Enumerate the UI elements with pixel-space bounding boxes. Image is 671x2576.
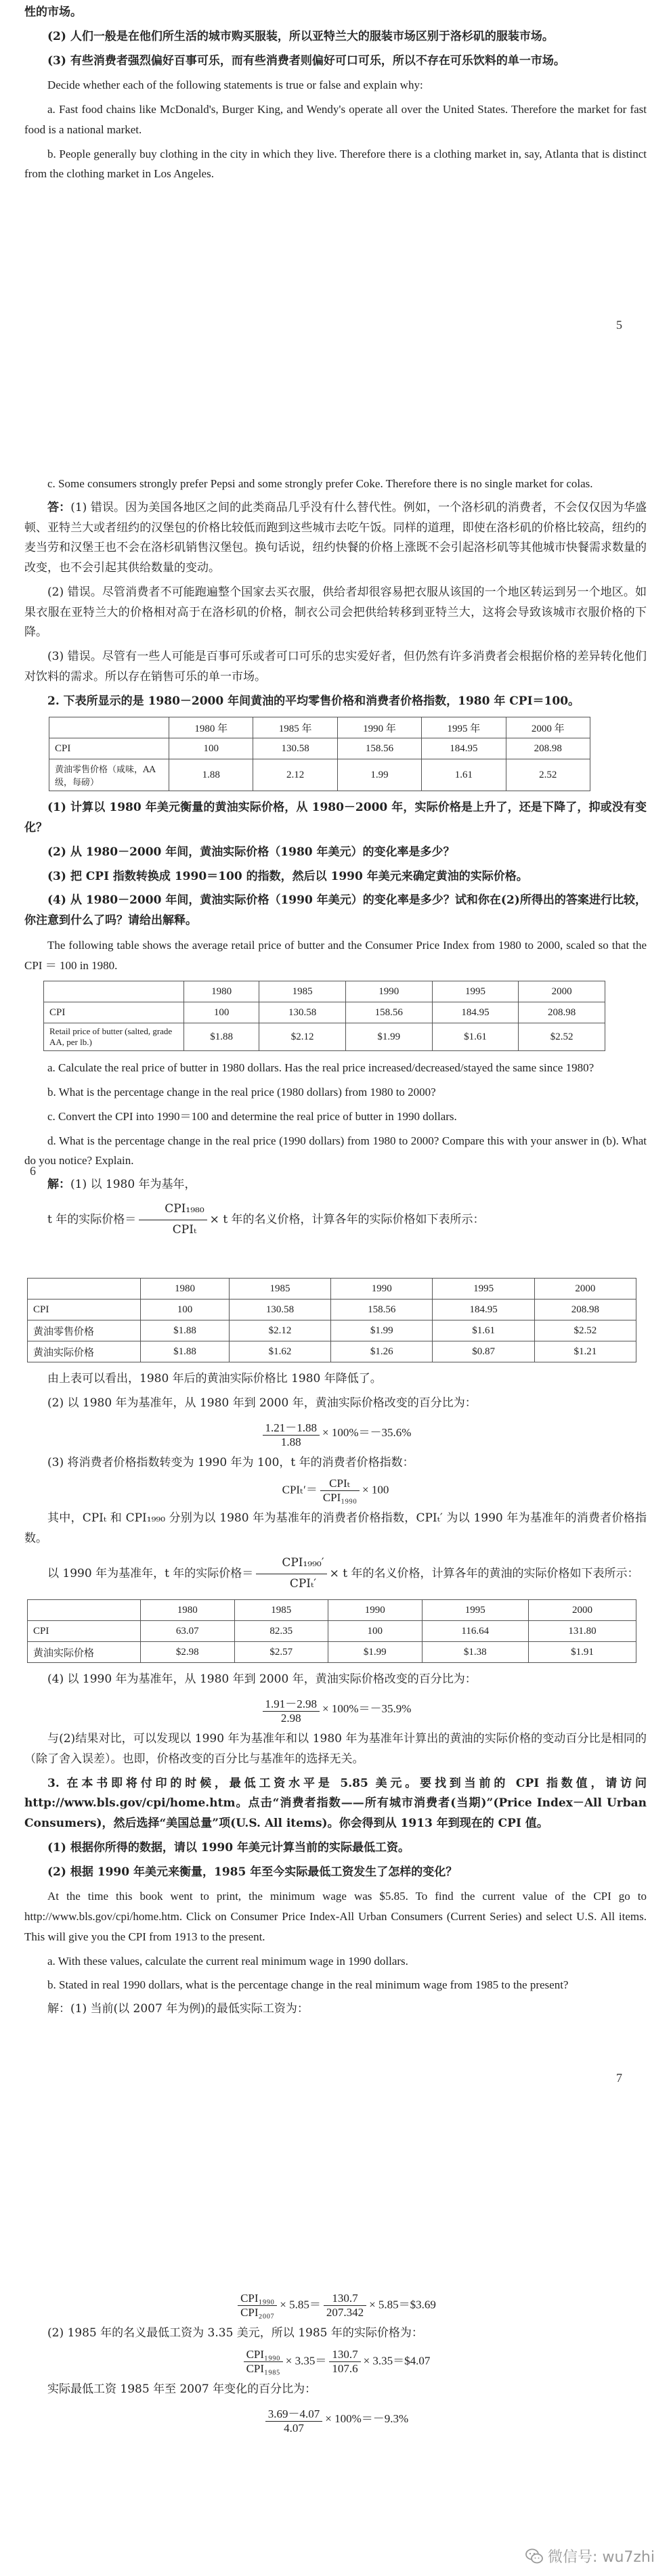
- equation-rest: × 100: [362, 1483, 389, 1496]
- answer-1: [24, 498, 647, 579]
- table-cell: 1.88: [169, 759, 253, 791]
- table-cell: CPI: [28, 1300, 141, 1320]
- fraction-numerator: CPI₁₉₈₀: [139, 1199, 207, 1220]
- formula-1-left: t 年的实际价格＝: [47, 1212, 137, 1226]
- equation-left: CPIₜ′＝: [282, 1483, 318, 1496]
- equation-rest: × 3.35＝$4.07: [363, 2354, 431, 2368]
- table-cell: $0.87: [433, 1341, 534, 1362]
- page-number: 5: [616, 318, 622, 332]
- table-row: [44, 1023, 605, 1051]
- equation-7: [0, 2404, 671, 2435]
- table-cell: 1980: [141, 1600, 235, 1621]
- table-row: [28, 1279, 636, 1300]
- question-3-part: (2) 根据 1990 年美元来衡量，1985 年至今实际最低工资发生了怎样的变化？: [47, 1865, 458, 1879]
- question-2-en-part: a. Calculate the real price of butter in 1980 dollars. Has the real price increased/decreased/stayed the same since 1980?: [47, 1061, 594, 1075]
- table-cell: $2.52: [519, 1023, 605, 1051]
- solution-4-note: 与(2)结果对比，可以发现以 1990 年为基准年和以 1980 年为基准年计算出的黄油的实际价格的变动百分比是相同的（除了舍入误差）。也即，价格改变的百分比与基准年的选择无关。: [24, 1732, 647, 1766]
- equation-4: [0, 1694, 671, 1725]
- fraction-denominator: 107.6: [332, 2361, 358, 2375]
- table-cell: 2000: [534, 1279, 636, 1300]
- table-cell: 1985 年: [253, 717, 337, 738]
- fraction-denominator: 207.342: [326, 2306, 364, 2319]
- table-cell: $1.91: [528, 1642, 636, 1663]
- table-cell: 158.56: [331, 1300, 433, 1320]
- table-cell: 1980: [141, 1279, 230, 1300]
- fraction: [265, 2404, 323, 2435]
- fraction: [256, 1553, 326, 1595]
- equation-rest: × 100%＝－9.3%: [325, 2412, 409, 2425]
- table-cell: 1980 年: [169, 717, 253, 738]
- table-cell: $1.26: [331, 1341, 433, 1362]
- solution-b: (2) 1985 年的名义最低工资为 3.35 美元，所以 1985 年的实际价格为：: [47, 2326, 423, 2340]
- fraction: [320, 1477, 360, 1505]
- solution-1: [24, 1175, 647, 1195]
- table-cell: 100: [184, 1002, 259, 1023]
- table-cell: [44, 981, 184, 1002]
- page-5-fragment: [0, 0, 671, 352]
- fraction-denominator: 2.98: [280, 1712, 301, 1725]
- solution-1-text: (1) 以 1980 年为基年，: [70, 1178, 196, 1191]
- table-cell: $1.88: [184, 1023, 259, 1051]
- answer-2: (2) 错误。尽管消费者不可能跑遍整个国家去买衣服，供给者却很容易把衣服从该国的一个地区转运到另一个地区。如果衣服在亚特兰大的价格相对高于在洛杉矶的价格，制衣公司会把供给转移到亚特兰大，这将会导致该城市衣服价格的下降。: [24, 585, 647, 640]
- fraction: [263, 1694, 320, 1725]
- fraction: [238, 2292, 277, 2319]
- question-3-en-b: b. Stated in real 1990 dollars, what is the percentage change in the real minimum wage from 1985 to the present?: [47, 1978, 569, 1992]
- formula-1-right: × t 年的名义价格，计算各年的实际价格如下表所示：: [209, 1212, 485, 1226]
- table-row: [49, 759, 590, 791]
- equation-rest: × 100%＝－35.9%: [322, 1702, 412, 1715]
- question-2-part: (3) 把 CPI 指数转换成 1990＝100 的指数，然后以 1990 年美元来确定黄油的实际价格。: [47, 869, 528, 883]
- table-cell: 1990 年: [337, 717, 421, 738]
- question-2-part: (2) 从 1980－2000 年间，黄油实际价格（1980 年美元）的变化率是多少？: [47, 845, 455, 859]
- table-cell: $1.88: [141, 1320, 230, 1341]
- equation-5: [0, 2292, 671, 2319]
- fraction: [263, 1418, 320, 1449]
- fraction: [329, 2348, 360, 2376]
- page-7-fragment: [0, 1272, 671, 2105]
- fraction-numerator: 1.91－2.98: [263, 1694, 320, 1712]
- table-cell: 130.58: [259, 1002, 346, 1023]
- fraction-denominator: CPI₂₀₀₇: [240, 2306, 275, 2319]
- table-cell: 1985: [229, 1279, 330, 1300]
- table-cell: $2.12: [229, 1320, 330, 1341]
- fraction-denominator: CPIₜ′: [289, 1576, 317, 1591]
- table-row: [28, 1300, 636, 1320]
- table-cell: 黄油零售价格（咸味，AA 级，每磅）: [49, 759, 169, 791]
- text-line: a. Fast food chains like McDonald's, Burger King, and Wendy's operate all over the United States. Therefore the market for fast food is a national market.: [24, 103, 647, 136]
- question-2-en-part: c. Convert the CPI into 1990＝100 and determine the real price of butter in 1990 dollars.: [47, 1109, 457, 1123]
- answer-label: 答：: [47, 500, 71, 514]
- fraction-denominator: 1.88: [280, 1435, 301, 1448]
- table-cell: 黄油实际价格: [28, 1642, 141, 1663]
- equation-6: [0, 2348, 671, 2376]
- note-text: 以 1990 年为基准年，t 年的实际价格＝: [47, 1566, 254, 1580]
- table-cell: 1.61: [422, 759, 506, 791]
- table-cell: 2000: [519, 981, 605, 1002]
- table-cell: 63.07: [141, 1621, 235, 1642]
- text-line: (3) 有些消费者强烈偏好百事可乐，而有些消费者则偏好可口可乐，所以不存在可乐饮料的单一市场。: [47, 53, 565, 68]
- table-cell: $1.62: [229, 1341, 330, 1362]
- fraction: [139, 1199, 207, 1241]
- table-cell: 1990: [331, 1279, 433, 1300]
- table-cell: 116.64: [422, 1621, 528, 1642]
- table-cell: 100: [328, 1621, 423, 1642]
- solution-b-2: 实际最低工资 1985 年至 2007 年变化的百分比为：: [47, 2382, 317, 2396]
- fraction-numerator: 130.7: [324, 2292, 366, 2306]
- fraction-numerator: CPI₁₉₉₀: [238, 2292, 277, 2306]
- equation-mid: × 3.35＝: [285, 2354, 327, 2368]
- page-number: 6: [30, 1164, 36, 1178]
- table-cell: 158.56: [337, 738, 421, 759]
- text-line: b. People generally buy clothing in the city in which they live. Therefore there is a clothing market in, say, Atlanta that is distinct from the clothing market in Los Angeles.: [24, 147, 647, 181]
- table-cell: $1.61: [432, 1023, 519, 1051]
- table-cell: 1985: [259, 981, 346, 1002]
- table-cell: 1995: [422, 1600, 528, 1621]
- table-2: [43, 981, 605, 1051]
- question-3-part: (1) 根据你所得的数据，请以 1990 年美元计算当前的实际最低工资。: [47, 1840, 410, 1855]
- solution-label: 解：: [47, 1178, 70, 1191]
- table-cell: 1980: [184, 981, 259, 1002]
- table-cell: $1.61: [433, 1320, 534, 1341]
- equation-3: [0, 1477, 671, 1505]
- table-row: [28, 1600, 636, 1621]
- fraction: [244, 2348, 283, 2376]
- note-1: 由上表可以看出，1980 年后的黄油实际价格比 1980 年降低了。: [47, 1372, 382, 1385]
- table-cell: 208.98: [506, 738, 590, 759]
- table-cell: $2.52: [534, 1320, 636, 1341]
- question-3-en-a: a. With these values, calculate the current real minimum wage in 1990 dollars.: [47, 1954, 408, 1968]
- table-cell: 黄油零售价格: [28, 1320, 141, 1341]
- table-row: [28, 1642, 636, 1663]
- question-2-title: 2. 下表所显示的是 1980－2000 年间黄油的平均零售价格和消费者价格指数，1980 年 CPI＝100。: [47, 694, 580, 708]
- table-cell: 158.56: [345, 1002, 432, 1023]
- table-3: [27, 1278, 636, 1362]
- table-cell: [28, 1600, 141, 1621]
- table-row: [28, 1341, 636, 1362]
- equation-rest: × 5.85＝$3.69: [369, 2298, 436, 2311]
- question-2-part: (4) 从 1980－2000 年间，黄油实际价格（1990 年美元）的变化率是多少？试和你在(2)所得出的答案进行比较，你注意到什么了吗？请给出解释。: [24, 893, 647, 927]
- table-cell: 100: [141, 1300, 230, 1320]
- equation-2: [0, 1418, 671, 1449]
- formula-1: [24, 1199, 647, 1241]
- fraction-numerator: CPI₁₉₉₀′: [256, 1553, 326, 1574]
- table-cell: 1.99: [337, 759, 421, 791]
- table-cell: $2.12: [259, 1023, 346, 1051]
- table-row: [44, 981, 605, 1002]
- table-cell: 208.98: [519, 1002, 605, 1023]
- table-cell: CPI: [49, 738, 169, 759]
- table-cell: 1985: [234, 1600, 328, 1621]
- table-cell: 2000: [528, 1600, 636, 1621]
- solution-3: (3) 将消费者价格指数转变为 1990 年为 100，t 年的消费者价格指数：: [47, 1455, 414, 1469]
- table-cell: 208.98: [534, 1300, 636, 1320]
- table-cell: $1.21: [534, 1341, 636, 1362]
- fraction-denominator: CPI₁₉₈₅: [246, 2361, 280, 2375]
- table-cell: CPI: [44, 1002, 184, 1023]
- watermark-text: 微信号: wu7zhi: [548, 2549, 655, 2566]
- question-2-en-part: d. What is the percentage change in the real price (1990 dollars) from 1980 to 2000? Compare this with your answer in (b). What do you notice? Explain.: [24, 1134, 647, 1168]
- question-3-title: 3. 在本书即将付印的时候，最低工资水平是 5.85 美元。要找到当前的 CPI 指数值，请访问 http://www.bls.gov/cpi/home.htm。点击“消费者指数——所有城市消费者(当期)”(Price Index－All Urban Consumers)，然后选择“美国总量”项(U.S. All items)。你会得到从 1913 年到现在的 CPI 值。: [24, 1776, 647, 1830]
- fraction-numerator: CPIₜ: [320, 1477, 360, 1491]
- table-cell: 1995: [432, 981, 519, 1002]
- question-2-part: (1) 计算以 1980 年美元衡量的黄油实际价格，从 1980－2000 年，实际价格是上升了，还是下降了，抑或没有变化？: [24, 801, 647, 835]
- table-cell: 2.12: [253, 759, 337, 791]
- page-8-fragment: [0, 2288, 671, 2576]
- table-cell: [49, 717, 169, 738]
- equation-mid: × 5.85＝: [280, 2298, 321, 2311]
- fraction-numerator: CPI₁₉₉₀: [244, 2348, 283, 2362]
- table-cell: Retail price of butter (salted, grade AA, per lb.): [44, 1023, 184, 1051]
- fraction-numerator: 3.69－4.07: [265, 2404, 323, 2422]
- text-line: Decide whether each of the following statements is true or false and explain why:: [47, 79, 423, 92]
- table-cell: 131.80: [528, 1621, 636, 1642]
- table-cell: $1.99: [328, 1642, 423, 1663]
- table-cell: $2.57: [234, 1642, 328, 1663]
- question-2-en-part: b. What is the percentage change in the real price (1980 dollars) from 1980 to 2000?: [47, 1086, 436, 1098]
- table-cell: 1995: [433, 1279, 534, 1300]
- table-row: [28, 1320, 636, 1341]
- table-cell: [28, 1279, 141, 1300]
- table-cell: 184.95: [422, 738, 506, 759]
- table-cell: $1.99: [345, 1023, 432, 1051]
- table-cell: 184.95: [433, 1300, 534, 1320]
- table-cell: 1995 年: [422, 717, 506, 738]
- table-cell: 2000 年: [506, 717, 590, 738]
- table-row: [49, 738, 590, 759]
- page-number: 7: [616, 2071, 622, 2085]
- question-3-solution: 解：(1) 当前(以 2007 年为例)的最低实际工资为：: [47, 2002, 309, 2016]
- answer-1-text: (1) 错误。因为美国各地区之间的此类商品几乎没有什么替代性。例如，一个洛杉矶的消费者，不会仅仅因为华盛顿、亚特兰大或者纽约的汉堡包的价格比较低而跑到这些城市去吃午饭。同样的道理，即使在洛杉矶的价格比较高，纽约的麦当劳和汉堡王也不会在洛杉矶销售汉堡包。换句话说，纽约快餐的价格上涨既不会引起洛杉矶等其他城市快餐需求数量的改变，也不会引起其供给数量的变动。: [24, 500, 647, 575]
- watermark: [525, 2546, 655, 2567]
- fraction-numerator: 1.21－1.88: [263, 1418, 320, 1436]
- question-2-en-intro: The following table shows the average retail price of butter and the Consumer Price Index from 1980 to 2000, scaled so that the CPI ＝ 100 in 1980.: [24, 938, 647, 972]
- table-cell: 1990: [328, 1600, 423, 1621]
- solution-3-note-2: [24, 1553, 647, 1595]
- table-row: [28, 1621, 636, 1642]
- fraction-denominator: CPIₜ: [172, 1222, 197, 1237]
- table-cell: 100: [169, 738, 253, 759]
- table-cell: CPI: [28, 1621, 141, 1642]
- answer-3: (3) 错误。尽管有一些人可能是百事可乐或者可口可乐的忠实爱好者，但仍然有许多消费者会根据价格的差异转化他们对饮料的需求。所以存在销售可乐的单一市场。: [24, 650, 647, 684]
- equation-rest: × 100%＝－35.6%: [322, 1425, 412, 1439]
- table-cell: 2.52: [506, 759, 590, 791]
- text-line: 性的市场。: [24, 5, 82, 19]
- fraction-numerator: 130.7: [329, 2348, 360, 2362]
- table-cell: 黄油实际价格: [28, 1341, 141, 1362]
- fraction-denominator: 4.07: [284, 2421, 304, 2435]
- fraction: [324, 2292, 366, 2319]
- solution-3-note: 其中，CPIₜ 和 CPI₁₉₉₀ 分别为以 1980 年为基准年的消费者价格指数，CPIₜ′ 为以 1990 年为基准年的消费者价格指数。: [24, 1511, 647, 1545]
- question-3-en: At the time this book went to print, the minimum wage was $5.85. To find the current value of the CPI go to http://www.bls.gov/cpi/home.htm. Click on Consumer Price Index-All Urban Consumers (Current Series) and select U.S. All items. This will give you the CPI from 1913 to the present.: [24, 1890, 647, 1943]
- table-row: [44, 1002, 605, 1023]
- statement-c: c. Some consumers strongly prefer Pepsi and some strongly prefer Coke. Therefore there is no single market for colas.: [47, 477, 593, 490]
- wechat-icon: [525, 2547, 544, 2566]
- table-row: [49, 717, 590, 738]
- table-4: [27, 1599, 636, 1663]
- table-cell: $2.98: [141, 1642, 235, 1663]
- note-text: × t 年的名义价格，计算各年的黄油的实际价格如下表所示：: [329, 1566, 639, 1580]
- solution-2: (2) 以 1980 年为基准年，从 1980 年到 2000 年，黄油实际价格改变的百分比为：: [47, 1396, 477, 1410]
- fraction-denominator: CPI₁₉₉₀: [322, 1491, 357, 1505]
- table-cell: $1.99: [331, 1320, 433, 1341]
- table-cell: $1.38: [422, 1642, 528, 1663]
- table-cell: 82.35: [234, 1621, 328, 1642]
- page-6-fragment: [0, 474, 671, 1237]
- table-cell: 130.58: [229, 1300, 330, 1320]
- table-cell: 130.58: [253, 738, 337, 759]
- table-cell: 184.95: [432, 1002, 519, 1023]
- table-cell: 1990: [345, 981, 432, 1002]
- table-1: [49, 717, 590, 791]
- text-line: (2) 人们一般是在他们所生活的城市购买服装，所以亚特兰大的服装市场区别于洛杉矶的服装市场。: [47, 29, 554, 43]
- table-cell: $1.88: [141, 1341, 230, 1362]
- solution-4: (4) 以 1990 年为基准年，从 1980 年到 2000 年，黄油实际价格改变的百分比为：: [47, 1672, 477, 1687]
